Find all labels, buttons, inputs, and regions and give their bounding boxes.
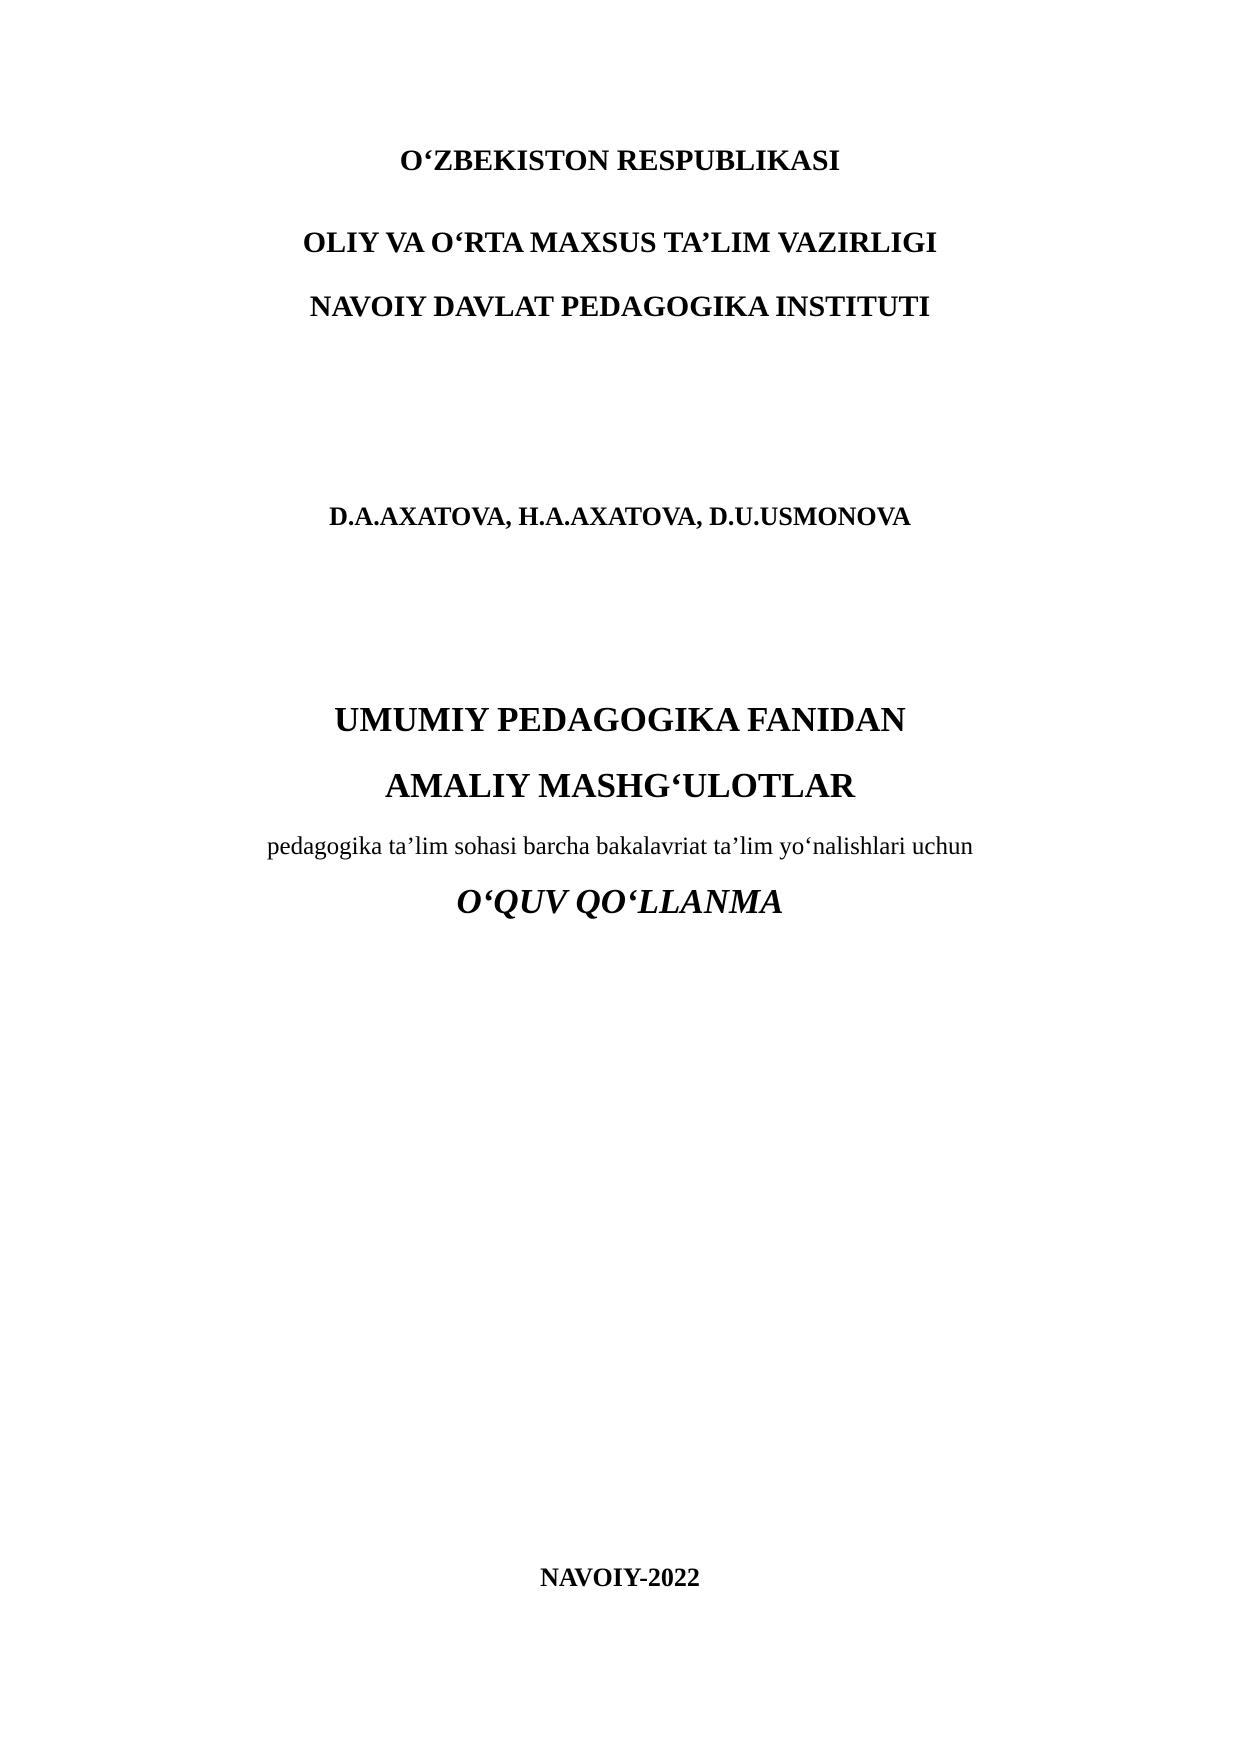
country-heading: O‘ZBEKISTON RESPUBLIKASI (399, 144, 841, 177)
document-type: O‘QUV QO‘LLANMA (456, 882, 784, 921)
subtitle-line: pedagogika ta’lim sohasi barcha bakalavriat ta’lim yo‘nalishlari uchun (266, 833, 973, 860)
ministry-heading: OLIY VA O‘RTA MAXSUS TA’LIM VAZIRLIGI (302, 226, 938, 259)
imprint-line: NAVOIY-2022 (540, 1563, 700, 1592)
authors-line: D.A.AXATOVA, H.A.AXATOVA, D.U.USMONOVA (329, 502, 911, 531)
title-line-2: AMALIY MASHG‘ULOTLAR (384, 766, 856, 805)
institute-heading: NAVOIY DAVLAT PEDAGOGIKA INSTITUTI (309, 290, 931, 323)
title-line-1: UMUMIY PEDAGOGIKA FANIDAN (334, 700, 906, 739)
